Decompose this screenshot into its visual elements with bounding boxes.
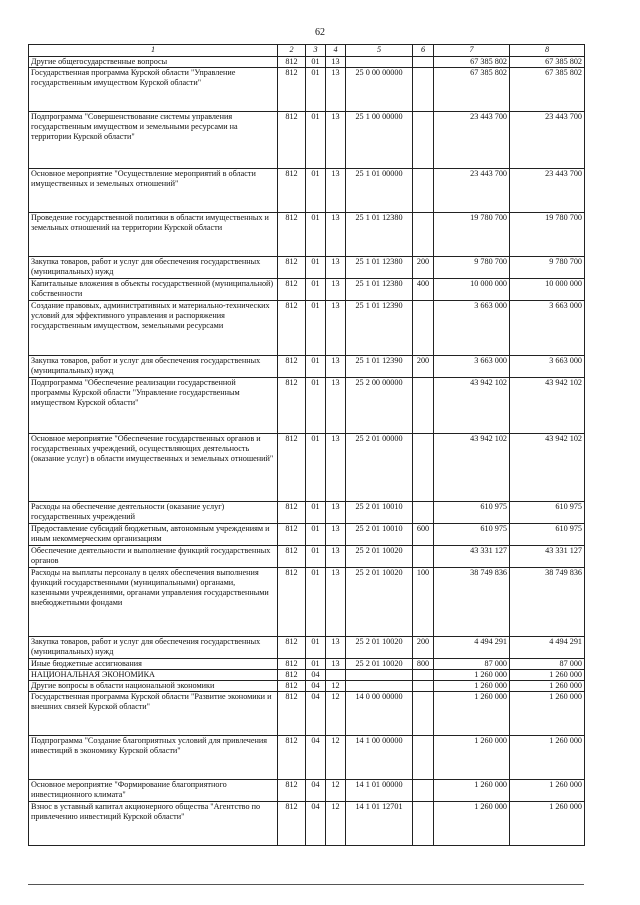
row-value-cell: 04 <box>306 802 326 846</box>
row-value-cell: 13 <box>326 112 346 169</box>
row-value-cell: 10 000 000 <box>510 279 585 301</box>
row-value-cell <box>413 57 434 68</box>
row-value-cell: 25 0 00 00000 <box>346 68 413 112</box>
row-value-cell: 04 <box>306 670 326 681</box>
row-value-cell: 25 2 01 10010 <box>346 524 413 546</box>
row-value-cell: 25 2 01 10020 <box>346 637 413 659</box>
row-value-cell: 25 2 01 10010 <box>346 502 413 524</box>
row-value-cell: 13 <box>326 524 346 546</box>
row-value-cell: 9 780 700 <box>434 257 510 279</box>
row-value-cell: 23 443 700 <box>510 112 585 169</box>
row-value-cell: 812 <box>278 57 306 68</box>
row-value-cell: 13 <box>326 434 346 502</box>
row-value-cell: 812 <box>278 546 306 568</box>
row-value-cell: 12 <box>326 736 346 780</box>
row-value-cell: 01 <box>306 524 326 546</box>
budget-table <box>28 44 585 846</box>
row-value-cell <box>413 169 434 213</box>
row-value-cell: 812 <box>278 568 306 637</box>
table-row <box>29 57 585 68</box>
row-value-cell: 812 <box>278 637 306 659</box>
row-value-cell: 38 749 836 <box>510 568 585 637</box>
row-value-cell: 13 <box>326 213 346 257</box>
row-value-cell: 67 385 802 <box>510 57 585 68</box>
row-value-cell: 12 <box>326 780 346 802</box>
row-name-cell: Предоставление субсидий бюджетным, автономным учреждениям и иным некоммерческим организациям <box>29 524 278 546</box>
row-value-cell: 812 <box>278 279 306 301</box>
row-value-cell <box>413 68 434 112</box>
table-row <box>29 736 585 780</box>
row-value-cell: 13 <box>326 502 346 524</box>
row-value-cell: 23 443 700 <box>434 112 510 169</box>
row-value-cell: 25 1 00 00000 <box>346 112 413 169</box>
col-header: 7 <box>434 45 510 57</box>
row-name-cell: Подпрограмма "Обеспечение реализации государственной программы Курской области "Управление государственным имуществом Курской области" <box>29 378 278 434</box>
row-value-cell: 25 2 01 00000 <box>346 434 413 502</box>
row-value-cell: 3 663 000 <box>434 301 510 356</box>
row-name-cell: Проведение государственной политики в области имущественных и земельных отношений на территории Курской области <box>29 213 278 257</box>
row-name-cell: Закупка товаров, работ и услуг для обеспечения государственных (муниципальных) нужд <box>29 356 278 378</box>
row-value-cell: 01 <box>306 301 326 356</box>
table-row <box>29 279 585 301</box>
row-value-cell: 12 <box>326 681 346 692</box>
row-value-cell: 01 <box>306 568 326 637</box>
row-value-cell: 01 <box>306 68 326 112</box>
row-value-cell: 04 <box>306 780 326 802</box>
row-value-cell: 812 <box>278 681 306 692</box>
row-value-cell: 200 <box>413 637 434 659</box>
row-value-cell <box>413 692 434 736</box>
row-value-cell <box>413 301 434 356</box>
row-value-cell: 100 <box>413 568 434 637</box>
row-value-cell: 04 <box>306 681 326 692</box>
row-value-cell: 13 <box>326 279 346 301</box>
row-value-cell: 25 1 01 12380 <box>346 213 413 257</box>
row-value-cell: 43 331 127 <box>510 546 585 568</box>
row-value-cell: 13 <box>326 356 346 378</box>
row-value-cell: 43 942 102 <box>434 434 510 502</box>
row-name-cell: Закупка товаров, работ и услуг для обеспечения государственных (муниципальных) нужд <box>29 257 278 279</box>
row-value-cell: 1 260 000 <box>434 681 510 692</box>
row-value-cell: 19 780 700 <box>434 213 510 257</box>
col-header: 1 <box>29 45 278 57</box>
row-value-cell: 3 663 000 <box>510 356 585 378</box>
row-value-cell: 14 1 01 00000 <box>346 780 413 802</box>
row-value-cell: 23 443 700 <box>510 169 585 213</box>
row-value-cell <box>326 670 346 681</box>
row-value-cell: 04 <box>306 736 326 780</box>
row-value-cell: 1 260 000 <box>510 681 585 692</box>
row-value-cell: 9 780 700 <box>510 257 585 279</box>
row-value-cell: 13 <box>326 301 346 356</box>
row-value-cell <box>413 213 434 257</box>
table-row <box>29 568 585 637</box>
row-value-cell: 14 1 00 00000 <box>346 736 413 780</box>
row-value-cell: 812 <box>278 659 306 670</box>
row-value-cell: 13 <box>326 568 346 637</box>
row-value-cell: 43 942 102 <box>510 378 585 434</box>
row-value-cell: 812 <box>278 112 306 169</box>
row-name-cell: Государственная программа Курской области "Управление государственным имуществом Курской области" <box>29 68 278 112</box>
row-value-cell: 1 260 000 <box>434 802 510 846</box>
row-value-cell: 43 331 127 <box>434 546 510 568</box>
row-value-cell: 812 <box>278 736 306 780</box>
table-row <box>29 780 585 802</box>
row-value-cell: 25 2 01 10020 <box>346 659 413 670</box>
table-row <box>29 802 585 846</box>
row-value-cell: 01 <box>306 257 326 279</box>
table-row <box>29 659 585 670</box>
row-value-cell: 25 2 01 10020 <box>346 568 413 637</box>
row-value-cell: 01 <box>306 169 326 213</box>
row-value-cell: 812 <box>278 692 306 736</box>
column-number-row <box>29 45 585 57</box>
row-value-cell: 87 000 <box>510 659 585 670</box>
col-header: 3 <box>306 45 326 57</box>
row-value-cell: 812 <box>278 257 306 279</box>
row-name-cell: Основное мероприятие "Обеспечение государственных органов и государственных учреждений, осуществляющих деятельность (оказание услуг) в области имущественных и земельных отношений" <box>29 434 278 502</box>
row-name-cell: Подпрограмма "Создание благоприятных условий для привлечения инвестиций в экономику Курской области" <box>29 736 278 780</box>
table-row <box>29 68 585 112</box>
row-value-cell: 13 <box>326 378 346 434</box>
row-value-cell: 01 <box>306 279 326 301</box>
row-value-cell: 1 260 000 <box>434 780 510 802</box>
row-value-cell: 1 260 000 <box>510 802 585 846</box>
row-value-cell <box>346 670 413 681</box>
row-value-cell: 610 975 <box>434 524 510 546</box>
col-header: 8 <box>510 45 585 57</box>
row-value-cell <box>413 780 434 802</box>
row-value-cell: 812 <box>278 169 306 213</box>
row-value-cell: 812 <box>278 524 306 546</box>
table-row <box>29 692 585 736</box>
row-name-cell: Закупка товаров, работ и услуг для обеспечения государственных (муниципальных) нужд <box>29 637 278 659</box>
table-row <box>29 169 585 213</box>
row-value-cell <box>413 502 434 524</box>
table-row <box>29 378 585 434</box>
row-value-cell: 812 <box>278 502 306 524</box>
row-value-cell: 12 <box>326 802 346 846</box>
row-value-cell: 800 <box>413 659 434 670</box>
row-value-cell: 1 260 000 <box>510 670 585 681</box>
table-row <box>29 112 585 169</box>
row-value-cell: 25 1 01 12380 <box>346 257 413 279</box>
row-name-cell: Государственная программа Курской области "Развитие экономики и внешних связей Курской области" <box>29 692 278 736</box>
row-value-cell: 38 749 836 <box>434 568 510 637</box>
col-header: 4 <box>326 45 346 57</box>
col-header: 5 <box>346 45 413 57</box>
row-value-cell: 3 663 000 <box>434 356 510 378</box>
table-row <box>29 524 585 546</box>
row-value-cell: 19 780 700 <box>510 213 585 257</box>
row-value-cell: 200 <box>413 257 434 279</box>
row-name-cell: Создание правовых, административных и материально-технических условий для эффективного управления и распоряжения государственным имуществом, земельными ресурсами <box>29 301 278 356</box>
row-value-cell: 13 <box>326 637 346 659</box>
row-value-cell: 610 975 <box>510 502 585 524</box>
table-row <box>29 301 585 356</box>
row-value-cell: 01 <box>306 356 326 378</box>
row-name-cell: Иные бюджетные ассигнования <box>29 659 278 670</box>
row-name-cell: Основное мероприятие "Осуществление мероприятий в области имущественных и земельных отношений" <box>29 169 278 213</box>
row-value-cell: 610 975 <box>510 524 585 546</box>
row-value-cell <box>413 112 434 169</box>
table-row <box>29 681 585 692</box>
row-value-cell: 1 260 000 <box>434 670 510 681</box>
row-name-cell: Подпрограмма "Совершенствование системы управления государственным имуществом и земельными ресурсами на территории Курской области" <box>29 112 278 169</box>
row-value-cell: 1 260 000 <box>510 736 585 780</box>
row-value-cell: 13 <box>326 257 346 279</box>
row-value-cell: 1 260 000 <box>434 692 510 736</box>
row-value-cell <box>413 736 434 780</box>
row-value-cell: 87 000 <box>434 659 510 670</box>
row-value-cell: 67 385 802 <box>434 57 510 68</box>
page-number: 62 <box>315 27 325 38</box>
row-value-cell: 812 <box>278 68 306 112</box>
row-value-cell: 812 <box>278 301 306 356</box>
row-value-cell: 400 <box>413 279 434 301</box>
row-value-cell: 25 1 01 12390 <box>346 356 413 378</box>
row-value-cell: 13 <box>326 169 346 213</box>
row-value-cell <box>346 681 413 692</box>
row-value-cell: 812 <box>278 213 306 257</box>
table-row <box>29 670 585 681</box>
row-value-cell: 25 1 01 12390 <box>346 301 413 356</box>
row-value-cell: 04 <box>306 692 326 736</box>
row-value-cell: 14 1 01 12701 <box>346 802 413 846</box>
row-value-cell: 13 <box>326 57 346 68</box>
table-row <box>29 637 585 659</box>
row-value-cell: 01 <box>306 378 326 434</box>
row-value-cell: 01 <box>306 57 326 68</box>
row-value-cell: 25 1 01 00000 <box>346 169 413 213</box>
row-value-cell: 13 <box>326 659 346 670</box>
row-value-cell: 43 942 102 <box>510 434 585 502</box>
row-value-cell: 43 942 102 <box>434 378 510 434</box>
row-name-cell: Другие общегосударственные вопросы <box>29 57 278 68</box>
table-row <box>29 257 585 279</box>
row-value-cell: 01 <box>306 659 326 670</box>
row-value-cell: 812 <box>278 434 306 502</box>
row-value-cell: 23 443 700 <box>434 169 510 213</box>
row-value-cell: 812 <box>278 780 306 802</box>
row-value-cell: 200 <box>413 356 434 378</box>
row-value-cell: 01 <box>306 637 326 659</box>
table-row <box>29 434 585 502</box>
table-row <box>29 213 585 257</box>
row-value-cell: 01 <box>306 546 326 568</box>
bottom-rule <box>28 884 584 885</box>
row-value-cell: 01 <box>306 502 326 524</box>
row-value-cell: 4 494 291 <box>434 637 510 659</box>
row-value-cell: 67 385 802 <box>434 68 510 112</box>
table-row <box>29 356 585 378</box>
row-value-cell: 812 <box>278 670 306 681</box>
row-value-cell: 01 <box>306 112 326 169</box>
row-name-cell: НАЦИОНАЛЬНАЯ ЭКОНОМИКА <box>29 670 278 681</box>
row-value-cell: 25 2 01 10020 <box>346 546 413 568</box>
row-value-cell: 4 494 291 <box>510 637 585 659</box>
row-value-cell: 25 2 00 00000 <box>346 378 413 434</box>
row-name-cell: Капитальные вложения в объекты государственной (муниципальной) собственности <box>29 279 278 301</box>
row-value-cell <box>413 681 434 692</box>
row-name-cell: Расходы на обеспечение деятельности (оказание услуг) государственных учреждений <box>29 502 278 524</box>
row-value-cell: 610 975 <box>434 502 510 524</box>
row-value-cell: 01 <box>306 434 326 502</box>
row-value-cell: 25 1 01 12380 <box>346 279 413 301</box>
row-value-cell: 812 <box>278 356 306 378</box>
row-value-cell: 812 <box>278 802 306 846</box>
row-value-cell: 10 000 000 <box>434 279 510 301</box>
row-name-cell: Обеспечение деятельности и выполнение функций государственных органов <box>29 546 278 568</box>
row-value-cell <box>413 378 434 434</box>
table-row <box>29 546 585 568</box>
row-value-cell: 3 663 000 <box>510 301 585 356</box>
row-value-cell: 600 <box>413 524 434 546</box>
row-value-cell: 14 0 00 00000 <box>346 692 413 736</box>
row-value-cell <box>413 670 434 681</box>
col-header: 2 <box>278 45 306 57</box>
row-value-cell <box>346 57 413 68</box>
row-value-cell: 1 260 000 <box>434 736 510 780</box>
row-value-cell <box>413 802 434 846</box>
row-name-cell: Другие вопросы в области национальной экономики <box>29 681 278 692</box>
row-name-cell: Основное мероприятие "Формирование благоприятного инвестиционного климата" <box>29 780 278 802</box>
col-header: 6 <box>413 45 434 57</box>
row-name-cell: Расходы на выплаты персоналу в целях обеспечения выполнения функций государственными (муниципальными) органами, казенными учреждениями, органами управления государственными внебюджетными фондами <box>29 568 278 637</box>
table-row <box>29 502 585 524</box>
row-value-cell: 01 <box>306 213 326 257</box>
row-value-cell <box>413 434 434 502</box>
row-value-cell <box>413 546 434 568</box>
row-value-cell: 13 <box>326 68 346 112</box>
row-value-cell: 1 260 000 <box>510 780 585 802</box>
row-value-cell: 13 <box>326 546 346 568</box>
row-value-cell: 12 <box>326 692 346 736</box>
row-name-cell: Взнос в уставный капитал акционерного общества "Агентство по привлечению инвестиций Курской области" <box>29 802 278 846</box>
row-value-cell: 1 260 000 <box>510 692 585 736</box>
row-value-cell: 812 <box>278 378 306 434</box>
row-value-cell: 67 385 802 <box>510 68 585 112</box>
